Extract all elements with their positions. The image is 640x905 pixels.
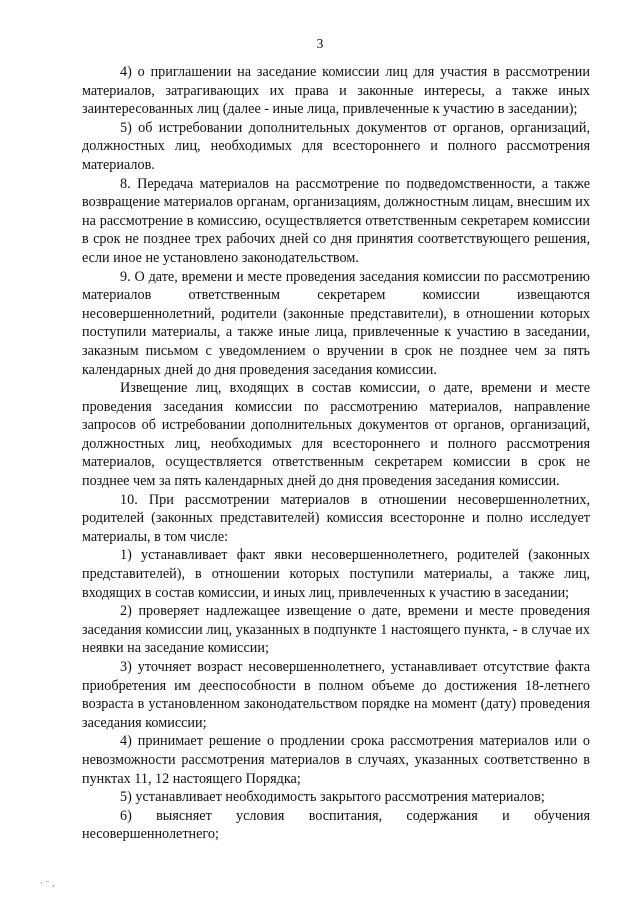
paragraph-subitem-4: 4) принимает решение о продлении срока рассмотрения материалов или о невозможности рассмотрения материалов в случаях, указанных соответственно в пунктах 11, 12 настоящего Порядка; (82, 733, 590, 787)
paragraph-subitem-6: 6) выясняет условия воспитания, содержания и обучения несовершеннолетнего; (82, 807, 590, 843)
paragraph-subitem-2: 2) проверяет надлежащее извещение о дате, времени и месте проведения заседания комиссии лиц, указанных в подпункте 1 настоящего пункта, - в случае их неявки на заседание комиссии; (82, 603, 590, 657)
scan-marks: · ⁻ , (40, 878, 55, 888)
paragraph-notification: Извещение лиц, входящих в состав комиссии, о дате, времени и месте проведения заседания комиссии по рассмотрению материалов, направление запросов об истребовании дополнительных документов от органов, организаций, должностных лиц, необходимых для всестороннего и полного рассмотрения материалов, осуществляется ответственным секретарем комиссии в срок не позднее чем за пять календарных дней до дня проведения заседания комиссии. (82, 380, 590, 490)
paragraph-section-10: 10. При рассмотрении материалов в отношении несовершеннолетних, родителей (законных представителей) комиссия всесторонне и полно исследует материалы, в том числе: (82, 491, 590, 545)
paragraph-item-5: 5) об истребовании дополнительных документов от органов, организаций, должностных лиц, необходимых для всестороннего и полного рассмотрения материалов. (82, 119, 590, 173)
paragraph-subitem-3: 3) уточняет возраст несовершеннолетнего, устанавливает отсутствие факта приобретения им дееспособности в полном объеме до достижения 18-летнего возраста в установленном законодательством порядке на момент (дату) проведения заседания комиссии; (82, 659, 590, 731)
document-body (82, 63, 590, 844)
page-number: 3 (316, 36, 324, 51)
paragraph-subitem-5: 5) устанавливает необходимость закрытого рассмотрения материалов; (120, 789, 545, 806)
paragraph-section-9: 9. О дате, времени и месте проведения заседания комиссии по рассмотрению материалов ответственным секретарем комиссии извещаются несовершеннолетний, родители (законные представители), в отношении которых поступили материалы, а также иные лица, привлеченные к участию в заседании, заказным письмом с уведомлением о вручении в срок не позднее чем за пять календарных дней до дня проведения заседания комиссии. (82, 268, 590, 378)
paragraph-subitem-1: 1) устанавливает факт явки несовершеннолетнего, родителей (законных представителей), в отношении которых поступили материалы, а также лиц, входящих в состав комиссии, и иных лиц, привлеченных к участию в заседании; (82, 547, 590, 601)
paragraph-section-8: 8. Передача материалов на рассмотрение по подведомственности, а также возвращение материалов органам, организациям, должностным лицам, внесшим их на рассмотрение в комиссию, осуществляется ответственным секретарем комиссии в срок не позднее трех рабочих дней со дня принятия соответствующего решения, если иное не установлено законодательством. (82, 175, 590, 266)
paragraph-item-4: 4) о приглашении на заседание комиссии лиц для участия в рассмотрении материалов, затрагивающих их права и законные интересы, а также иных заинтересованных лиц (далее - иные лица, привлеченные к участию в заседании); (82, 64, 590, 118)
